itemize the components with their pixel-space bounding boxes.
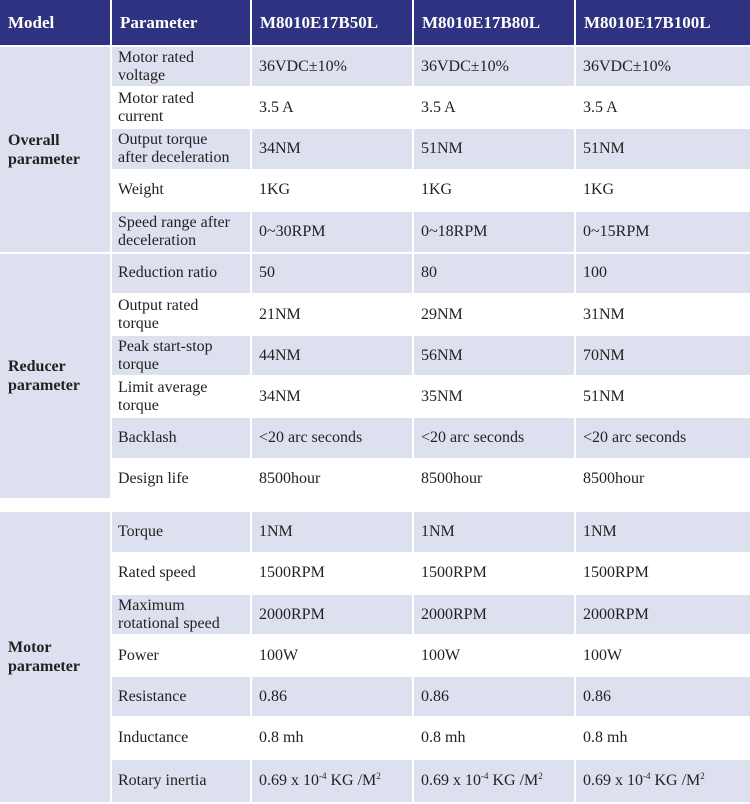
group-separator [0, 500, 750, 512]
inertia-base: 0.69 x 10 [421, 771, 481, 789]
table-row [0, 418, 750, 459]
value-cell: 0.86 [576, 677, 750, 718]
value-cell: 1KG [414, 171, 576, 212]
model-header: Model [0, 0, 112, 47]
inertia-unit: KG /M [488, 771, 539, 789]
value-cell: <20 arc seconds [414, 418, 576, 459]
param-label: Output rated torque [112, 295, 252, 336]
param-label: Torque [112, 512, 252, 554]
value-cell: 51NM [576, 129, 750, 170]
inertia-exponent: -4 [319, 770, 327, 781]
param-label: Limit average torque [112, 377, 252, 418]
value-cell: 31NM [576, 295, 750, 336]
value-cell: 3.5 A [414, 88, 576, 129]
param-label: Resistance [112, 677, 252, 718]
model-header-3: M8010E17B100L [576, 0, 750, 47]
value-cell: 80 [414, 254, 576, 295]
table-row [0, 554, 750, 595]
inertia-unit-exponent: 2 [376, 770, 381, 781]
value-cell: 36VDC±10% [414, 47, 576, 88]
value-cell: 0.86 [252, 677, 414, 718]
value-cell: 44NM [252, 336, 414, 377]
value-cell: 1500RPM [252, 554, 414, 595]
value-cell [576, 760, 750, 804]
value-cell: 0.8 mh [414, 718, 576, 759]
param-label: Motor rated current [112, 88, 252, 129]
header-row [0, 0, 750, 47]
table-row [0, 88, 750, 129]
group-label-reducer: Reducer parameter [0, 254, 112, 500]
value-cell: 1500RPM [576, 554, 750, 595]
value-cell: 2000RPM [252, 595, 414, 636]
value-cell: 1NM [414, 512, 576, 554]
value-cell: 100W [252, 636, 414, 677]
model-header-1: M8010E17B50L [252, 0, 414, 47]
inertia-unit-exponent: 2 [538, 770, 543, 781]
value-cell: 0.8 mh [252, 718, 414, 759]
model-header-2: M8010E17B80L [414, 0, 576, 47]
inertia-unit: KG /M [650, 771, 701, 789]
value-cell: 21NM [252, 295, 414, 336]
table-row [0, 212, 750, 254]
separator-cell [0, 500, 750, 512]
value-cell [414, 760, 576, 804]
value-cell: 0~15RPM [576, 212, 750, 254]
param-label: Maximum rotational speed [112, 595, 252, 636]
table-row [0, 718, 750, 759]
inertia-base: 0.69 x 10 [583, 771, 643, 789]
value-cell: 100W [414, 636, 576, 677]
value-cell: 34NM [252, 377, 414, 418]
param-label: Design life [112, 460, 252, 500]
value-cell: 51NM [576, 377, 750, 418]
parameter-header: Parameter [112, 0, 252, 47]
value-cell: 1KG [576, 171, 750, 212]
table-row [0, 47, 750, 88]
value-cell: 51NM [414, 129, 576, 170]
value-cell: 8500hour [576, 460, 750, 500]
param-label: Peak start-stop torque [112, 336, 252, 377]
value-cell: 36VDC±10% [252, 47, 414, 88]
inertia-exponent: -4 [481, 770, 489, 781]
table-row [0, 336, 750, 377]
table-row [0, 254, 750, 295]
param-label: Reduction ratio [112, 254, 252, 295]
value-cell: 0~18RPM [414, 212, 576, 254]
param-label: Motor rated voltage [112, 47, 252, 88]
param-label: Rated speed [112, 554, 252, 595]
value-cell: 0.86 [414, 677, 576, 718]
value-cell: 1KG [252, 171, 414, 212]
value-cell [252, 760, 414, 804]
value-cell: <20 arc seconds [252, 418, 414, 459]
inertia-exponent: -4 [643, 770, 651, 781]
value-cell: 8500hour [252, 460, 414, 500]
value-cell: 1NM [252, 512, 414, 554]
table-row [0, 677, 750, 718]
param-label: Speed range after deceleration [112, 212, 252, 254]
param-label: Power [112, 636, 252, 677]
table-row [0, 295, 750, 336]
value-cell: 35NM [414, 377, 576, 418]
value-cell: 1500RPM [414, 554, 576, 595]
param-label: Rotary inertia [112, 760, 252, 804]
value-cell: 1NM [576, 512, 750, 554]
value-cell: 100W [576, 636, 750, 677]
value-cell: 56NM [414, 336, 576, 377]
value-cell: 50 [252, 254, 414, 295]
table-row [0, 512, 750, 554]
value-cell: 34NM [252, 129, 414, 170]
value-cell: 100 [576, 254, 750, 295]
inertia-unit-exponent: 2 [700, 770, 705, 781]
value-cell: 3.5 A [576, 88, 750, 129]
group-label-motor: Motor parameter [0, 512, 112, 804]
table-row [0, 636, 750, 677]
inertia-unit: KG /M [326, 771, 377, 789]
value-cell: 2000RPM [414, 595, 576, 636]
value-cell: 70NM [576, 336, 750, 377]
group-label-overall: Overall parameter [0, 47, 112, 254]
table-row [0, 760, 750, 804]
param-label: Weight [112, 171, 252, 212]
param-label: Backlash [112, 418, 252, 459]
table-row [0, 460, 750, 500]
table-row [0, 171, 750, 212]
value-cell: 2000RPM [576, 595, 750, 636]
value-cell: 0.8 mh [576, 718, 750, 759]
param-label: Inductance [112, 718, 252, 759]
value-cell: 0~30RPM [252, 212, 414, 254]
table-row [0, 377, 750, 418]
param-label: Output torque after deceleration [112, 129, 252, 170]
value-cell: 3.5 A [252, 88, 414, 129]
table-row [0, 129, 750, 170]
value-cell: 29NM [414, 295, 576, 336]
inertia-base: 0.69 x 10 [259, 771, 319, 789]
value-cell: 8500hour [414, 460, 576, 500]
value-cell: <20 arc seconds [576, 418, 750, 459]
table-row [0, 595, 750, 636]
value-cell: 36VDC±10% [576, 47, 750, 88]
